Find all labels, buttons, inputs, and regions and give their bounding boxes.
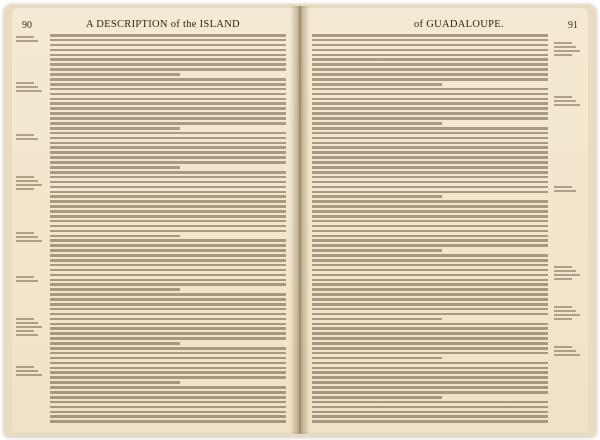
margin-note-line — [554, 274, 580, 276]
text-line — [50, 323, 286, 326]
margin-note-line — [16, 40, 38, 42]
text-line — [312, 191, 548, 194]
text-line — [312, 347, 548, 350]
text-line — [50, 249, 286, 252]
text-line — [312, 166, 548, 169]
left-margin-notes — [16, 36, 46, 426]
margin-note-line — [554, 310, 576, 312]
right-page-number: 91 — [568, 20, 578, 31]
text-line — [50, 411, 286, 414]
text-line — [50, 49, 286, 52]
text-line — [312, 117, 548, 120]
text-line — [50, 274, 286, 277]
text-line — [50, 357, 286, 360]
margin-note-line — [554, 278, 572, 280]
text-line — [50, 102, 286, 105]
text-line — [312, 68, 548, 71]
right-running-head: of GUADALOUPE. — [414, 19, 504, 30]
text-line — [50, 327, 286, 330]
text-line — [50, 107, 286, 110]
text-line — [312, 171, 548, 174]
text-line — [50, 401, 286, 404]
text-line — [312, 337, 548, 340]
margin-note-line — [554, 54, 572, 56]
text-line — [312, 225, 548, 228]
text-line — [312, 303, 548, 306]
text-line — [50, 137, 286, 140]
text-line — [50, 230, 286, 233]
text-line — [312, 352, 548, 355]
text-line — [312, 386, 548, 389]
margin-note-line — [554, 50, 580, 52]
text-line — [50, 63, 286, 66]
text-line — [50, 318, 286, 321]
text-line — [50, 88, 286, 91]
margin-note-line — [16, 180, 38, 182]
text-line — [50, 376, 286, 379]
margin-note-line — [554, 186, 572, 188]
text-line — [50, 352, 286, 355]
margin-note-line — [16, 232, 34, 234]
text-line — [312, 401, 548, 404]
text-line — [50, 34, 286, 37]
text-line — [312, 420, 548, 423]
text-line — [312, 200, 548, 203]
text-line — [312, 73, 548, 76]
text-line — [312, 357, 442, 360]
text-line — [50, 195, 286, 198]
text-line — [312, 102, 548, 105]
text-line — [312, 98, 548, 101]
margin-note-line — [554, 346, 572, 348]
text-line — [312, 83, 442, 86]
text-line — [312, 269, 548, 272]
margin-note-line — [16, 86, 38, 88]
text-line — [50, 362, 286, 365]
text-line — [50, 342, 180, 345]
text-line — [312, 93, 548, 96]
text-line — [312, 122, 442, 125]
text-line — [312, 381, 548, 384]
text-line — [50, 283, 286, 286]
text-line — [50, 406, 286, 409]
text-line — [50, 191, 286, 194]
book-gutter — [290, 6, 310, 434]
margin-note-line — [16, 334, 38, 336]
margin-note-line — [554, 318, 572, 320]
margin-note-line — [554, 314, 580, 316]
text-line — [50, 293, 286, 296]
text-line — [50, 93, 286, 96]
text-line — [312, 220, 548, 223]
text-line — [50, 166, 180, 169]
margin-note-line — [16, 366, 34, 368]
text-line — [50, 308, 286, 311]
text-line — [312, 127, 548, 130]
text-line — [312, 34, 548, 37]
text-line — [50, 396, 286, 399]
text-line — [312, 107, 548, 110]
margin-note-line — [16, 330, 34, 332]
text-line — [50, 420, 286, 423]
text-line — [312, 137, 548, 140]
margin-note-line — [16, 36, 34, 38]
text-line — [50, 200, 286, 203]
margin-note-line — [554, 100, 576, 102]
book-spread — [4, 4, 596, 436]
margin-note-line — [554, 190, 576, 192]
text-line — [312, 362, 548, 365]
margin-note-line — [16, 176, 34, 178]
text-line — [312, 415, 548, 418]
text-line — [312, 49, 548, 52]
text-line — [312, 88, 548, 91]
margin-note-line — [16, 280, 38, 282]
text-line — [50, 269, 286, 272]
text-line — [50, 161, 286, 164]
margin-note-line — [16, 326, 42, 328]
text-line — [50, 386, 286, 389]
text-line — [312, 63, 548, 66]
text-line — [50, 186, 286, 189]
margin-note-line — [554, 42, 572, 44]
right-margin-notes — [554, 36, 584, 426]
text-line — [312, 318, 442, 321]
text-line — [50, 215, 286, 218]
margin-note-line — [554, 266, 572, 268]
text-line — [50, 220, 286, 223]
text-line — [50, 225, 286, 228]
left-page-number: 90 — [22, 20, 32, 31]
text-line — [312, 78, 548, 81]
text-line — [50, 264, 286, 267]
text-line — [50, 347, 286, 350]
text-line — [50, 117, 286, 120]
text-line — [50, 78, 286, 81]
text-line — [312, 54, 548, 57]
margin-note-line — [16, 184, 42, 186]
text-line — [312, 58, 548, 61]
text-line — [50, 98, 286, 101]
text-line — [50, 142, 286, 145]
text-line — [50, 332, 286, 335]
text-line — [50, 112, 286, 115]
text-line — [312, 230, 548, 233]
text-line — [312, 244, 548, 247]
text-line — [312, 279, 548, 282]
text-line — [50, 381, 180, 384]
text-line — [50, 176, 286, 179]
text-line — [312, 210, 548, 213]
text-line — [312, 151, 548, 154]
text-line — [312, 288, 548, 291]
text-line — [50, 239, 286, 242]
margin-note-line — [554, 46, 576, 48]
text-line — [312, 254, 548, 257]
margin-note-line — [554, 354, 580, 356]
text-line — [312, 308, 548, 311]
text-line — [312, 376, 548, 379]
text-line — [50, 146, 286, 149]
left-page — [12, 8, 298, 432]
margin-note-line — [554, 96, 572, 98]
text-line — [50, 313, 286, 316]
left-running-head: A DESCRIPTION of the ISLAND — [86, 19, 240, 30]
text-line — [312, 181, 548, 184]
text-line — [312, 39, 548, 42]
text-line — [312, 327, 548, 330]
text-line — [50, 415, 286, 418]
text-line — [312, 146, 548, 149]
text-line — [312, 371, 548, 374]
margin-note-line — [16, 318, 34, 320]
text-line — [312, 406, 548, 409]
text-line — [50, 39, 286, 42]
text-line — [312, 396, 442, 399]
text-line — [50, 127, 180, 130]
text-line — [312, 249, 442, 252]
text-line — [50, 210, 286, 213]
right-text-block — [312, 34, 548, 428]
text-line — [50, 58, 286, 61]
margin-note-line — [554, 104, 580, 106]
margin-note-line — [16, 188, 34, 190]
text-line — [312, 391, 548, 394]
text-line — [312, 323, 548, 326]
text-line — [312, 411, 548, 414]
margin-note-line — [16, 370, 38, 372]
text-line — [312, 313, 548, 316]
text-line — [312, 205, 548, 208]
text-line — [50, 68, 286, 71]
text-line — [312, 44, 548, 47]
margin-note-line — [16, 374, 42, 376]
text-line — [312, 176, 548, 179]
text-line — [50, 44, 286, 47]
margin-note-line — [554, 270, 576, 272]
text-line — [50, 298, 286, 301]
text-line — [312, 259, 548, 262]
text-line — [50, 371, 286, 374]
text-line — [50, 367, 286, 370]
margin-note-line — [16, 276, 34, 278]
text-line — [50, 122, 286, 125]
text-line — [312, 283, 548, 286]
margin-note-line — [16, 240, 42, 242]
text-line — [50, 279, 286, 282]
text-line — [50, 303, 286, 306]
text-line — [312, 298, 548, 301]
text-line — [312, 156, 548, 159]
margin-note-line — [16, 322, 38, 324]
text-line — [312, 235, 548, 238]
left-text-block — [50, 34, 286, 428]
text-line — [50, 132, 286, 135]
text-line — [312, 342, 548, 345]
text-line — [50, 254, 286, 257]
text-line — [50, 156, 286, 159]
text-line — [50, 151, 286, 154]
text-line — [312, 239, 548, 242]
text-line — [50, 337, 286, 340]
margin-note-line — [16, 90, 42, 92]
text-line — [50, 235, 180, 238]
text-line — [312, 274, 548, 277]
text-line — [312, 293, 548, 296]
text-line — [50, 205, 286, 208]
text-line — [50, 259, 286, 262]
text-line — [50, 73, 180, 76]
margin-note-line — [16, 236, 38, 238]
text-line — [50, 181, 286, 184]
text-line — [50, 288, 180, 291]
text-line — [50, 391, 286, 394]
margin-note-line — [16, 82, 34, 84]
margin-note-line — [16, 138, 38, 140]
text-line — [312, 264, 548, 267]
text-line — [312, 186, 548, 189]
text-line — [312, 112, 548, 115]
text-line — [312, 332, 548, 335]
margin-note-line — [554, 306, 572, 308]
text-line — [312, 142, 548, 145]
text-line — [50, 54, 286, 57]
text-line — [50, 244, 286, 247]
text-line — [312, 132, 548, 135]
text-line — [50, 83, 286, 86]
text-line — [312, 367, 548, 370]
margin-note-line — [554, 350, 576, 352]
right-page — [302, 8, 588, 432]
text-line — [312, 161, 548, 164]
text-line — [50, 171, 286, 174]
text-line — [312, 195, 442, 198]
text-line — [312, 215, 548, 218]
margin-note-line — [16, 134, 34, 136]
